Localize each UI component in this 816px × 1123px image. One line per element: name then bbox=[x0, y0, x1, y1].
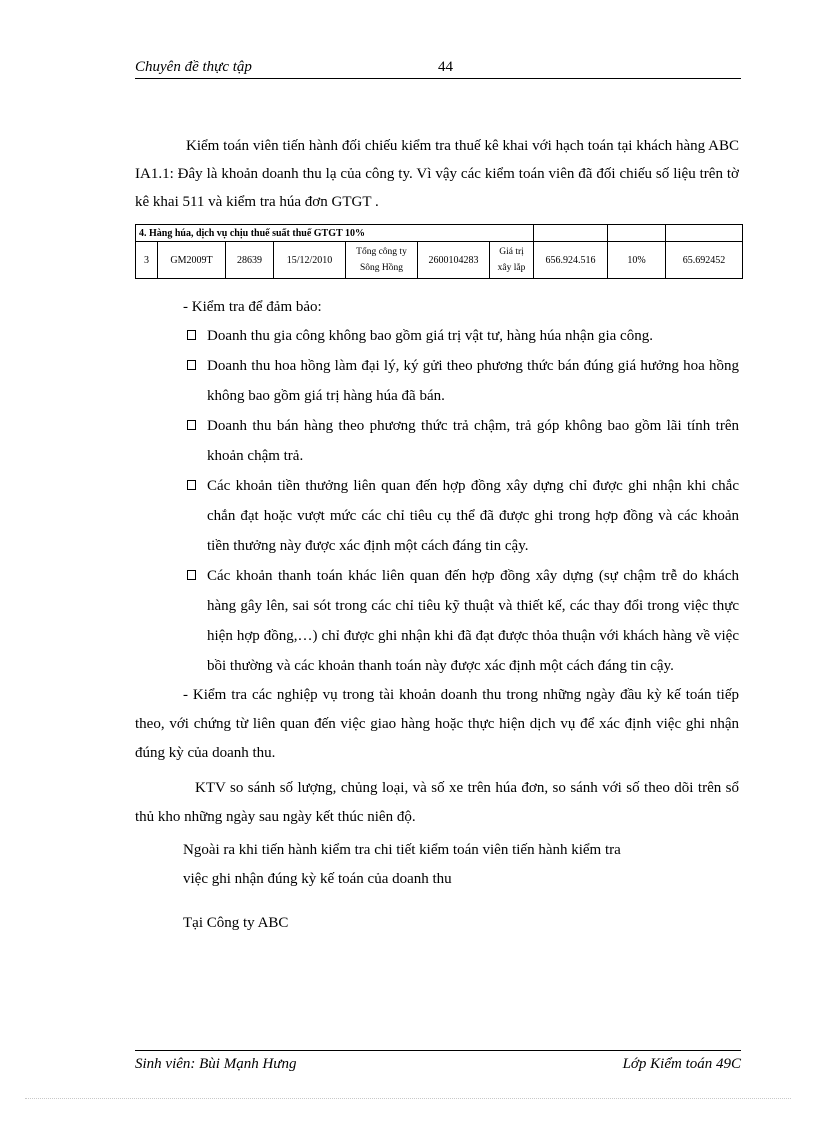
cutoff-paragraph: - Kiểm tra các nghiệp vụ trong tài khoản doanh thu trong những ngày đầu kỳ kế toán tiếp theo, với chứng từ liên quan đến việc giao hàng hoặc thực hiện dịch vụ để xác định việc ghi nhận đúng kỳ của doanh thu. bbox=[135, 687, 739, 761]
checkbox-icon bbox=[187, 420, 196, 430]
cell-ten-line1: Tổng công ty bbox=[356, 247, 407, 257]
table-row bbox=[136, 242, 743, 279]
checklist bbox=[135, 321, 739, 681]
list-item-text: Doanh thu hoa hồng làm đại lý, ký gửi theo phương thức bán đúng giá hưởng hoa hồng không bao gồm giá trị hàng húa đã bán. bbox=[207, 358, 739, 404]
page-number: 44 bbox=[438, 59, 453, 75]
cell-mat-hang bbox=[490, 242, 534, 279]
vat-table bbox=[135, 224, 743, 279]
ngoai-ra-line2: việc ghi nhận đúng kỳ kế toán của doanh thu bbox=[183, 871, 452, 887]
checkbox-icon bbox=[187, 330, 196, 340]
intro-paragraph: Kiểm toán viên tiến hành đối chiếu kiểm tra thuế kê khai với hạch toán tại khách hàng ABC IA1.1: Đây là khoản doanh thu lạ của công ty. Vì vậy các kiểm toán viên đã đối chiếu số liệu trên tờ kê khai 511 và kiểm tra húa đơn GTGT . bbox=[135, 138, 739, 210]
table-caption: 4. Hàng húa, dịch vụ chịu thuế suất thuế GTGT 10% bbox=[136, 225, 534, 242]
cell-ngay: 15/12/2010 bbox=[274, 242, 346, 279]
page-bottom-divider bbox=[25, 1098, 791, 1099]
footer-class: Lớp Kiểm toán 49C bbox=[622, 1056, 741, 1072]
page-footer bbox=[135, 1050, 741, 1075]
list-item bbox=[135, 471, 739, 561]
list-item-text: Doanh thu gia công không bao gồm giá trị vật tư, hàng húa nhận gia công. bbox=[207, 328, 653, 344]
list-item bbox=[135, 351, 739, 411]
list-item-text: Các khoản tiền thưởng liên quan đến hợp đồng xây dựng chỉ được ghi nhận khi chắc chắn đạt hoặc vượt mức các chỉ tiêu cụ thể đã được ghi trong hợp đồng và các khoản tiền thưởng này được xác định một cách đáng tin cậy. bbox=[207, 478, 739, 554]
ktv-paragraph: KTV so sánh số lượng, chủng loại, và số xe trên húa đơn, so sánh với số theo dõi trên sổ thủ kho những ngày sau ngày kết thúc niên độ. bbox=[135, 780, 739, 825]
page-header bbox=[135, 56, 741, 79]
list-item bbox=[135, 321, 739, 351]
checkbox-icon bbox=[187, 360, 196, 370]
cell-ten-line2: Sông Hồng bbox=[359, 263, 404, 273]
footer-student: Sinh viên: Bùi Mạnh Hưng bbox=[135, 1056, 297, 1072]
cell-ky-hieu: GM2009T bbox=[158, 242, 226, 279]
check-intro: - Kiểm tra để đảm bảo: bbox=[183, 299, 322, 315]
list-item-text: Doanh thu bán hàng theo phương thức trả chậm, trả góp không bao gồm lãi tính trên khoản chậm trả. bbox=[207, 418, 739, 464]
cell-mat-hang-line2: xây lắp bbox=[497, 263, 526, 273]
table-cell-empty bbox=[534, 225, 608, 242]
cell-thue-suat: 10% bbox=[608, 242, 666, 279]
checkbox-icon bbox=[187, 480, 196, 490]
list-item bbox=[135, 411, 739, 471]
cell-so-hd: 28639 bbox=[226, 242, 274, 279]
ngoai-ra-line1: Ngoài ra khi tiến hành kiểm tra chi tiết kiểm toán viên tiến hành kiểm tra bbox=[183, 842, 621, 858]
list-item bbox=[135, 561, 739, 681]
cell-doanh-so: 656.924.516 bbox=[534, 242, 608, 279]
cell-mat-hang-line1: Giá trị bbox=[499, 247, 524, 257]
cell-thue: 65.692452 bbox=[666, 242, 743, 279]
tai-cong-ty: Tại Công ty ABC bbox=[183, 915, 289, 931]
header-title: Chuyên đề thực tập bbox=[135, 59, 252, 75]
checkbox-icon bbox=[187, 570, 196, 580]
cell-ten bbox=[346, 242, 418, 279]
document-body bbox=[135, 132, 739, 953]
table-cell-empty bbox=[608, 225, 666, 242]
table-cell-empty bbox=[666, 225, 743, 242]
list-item-text: Các khoản thanh toán khác liên quan đến hợp đồng xây dựng (sự chậm trễ do khách hàng gây lên, sai sót trong các chỉ tiêu kỹ thuật và thiết kế, các thay đổi trong việc thực hiện hợp đồng,…) chỉ được ghi nhận khi đã đạt được thỏa thuận với khách hàng về việc bồi thường và các khoản thanh toán này được xác định một cách đáng tin cậy. bbox=[207, 568, 739, 674]
cell-stt: 3 bbox=[136, 242, 158, 279]
cell-mst: 2600104283 bbox=[418, 242, 490, 279]
